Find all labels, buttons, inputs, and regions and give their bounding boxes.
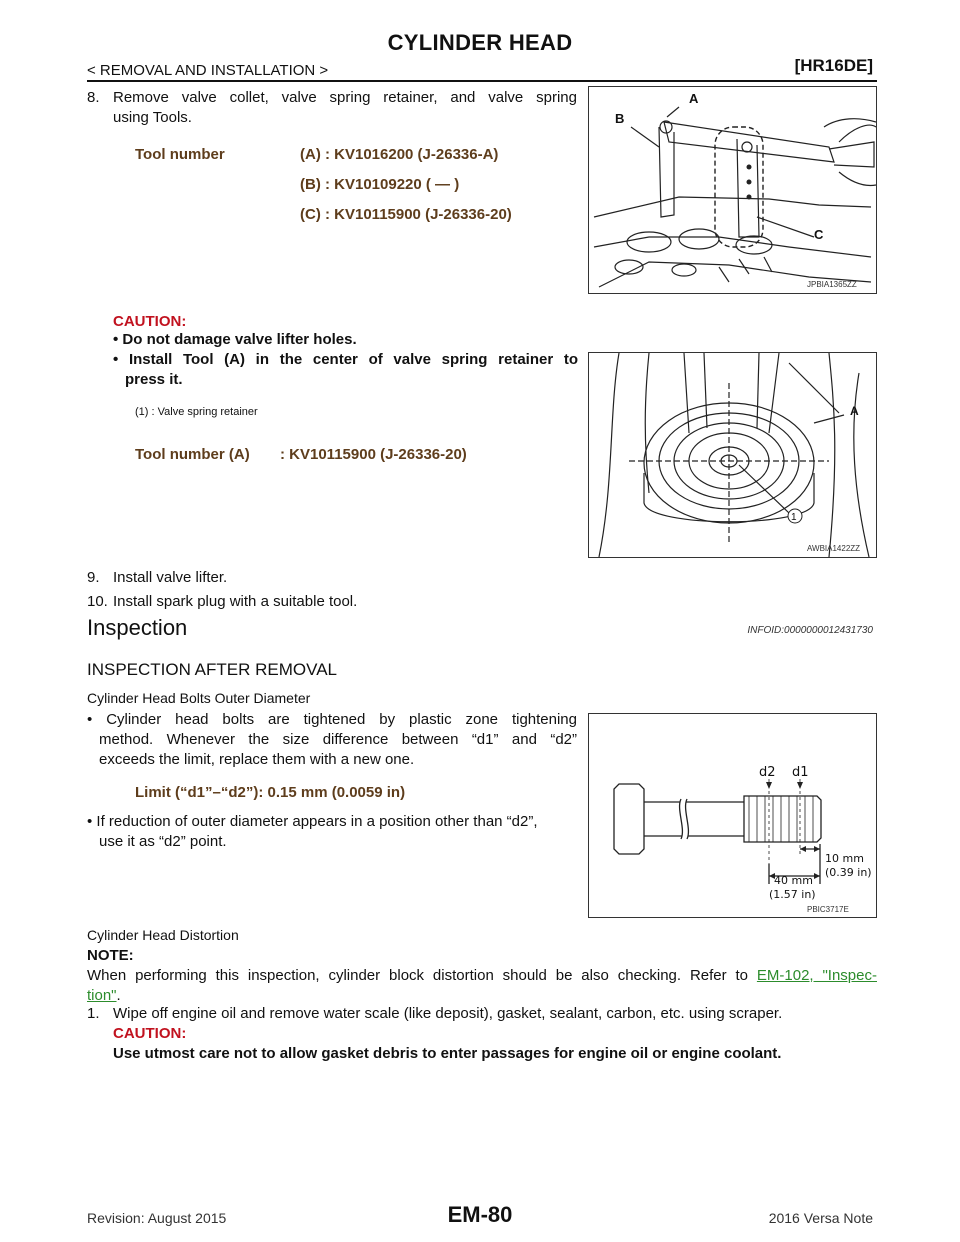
retainer-illustration	[589, 353, 876, 557]
page-number: EM-80	[447, 1202, 513, 1227]
fig-label-a: A	[689, 91, 699, 106]
page-title: CYLINDER HEAD	[387, 30, 573, 55]
fig-label-c: C	[814, 227, 824, 242]
engine-code: [HR16DE]	[794, 56, 873, 75]
tool-row: (B) : KV10109220 ( — )	[300, 176, 460, 193]
caution-block	[113, 313, 578, 390]
dim-10mm: 10 mm	[825, 852, 864, 865]
distortion-step-1: 1. Wipe off engine oil and remove water scale (like deposit), gasket, sealant, carbon, etc. using scraper. CAUTION: Use utmost care not to allow gasket debris to enter passages for engine oil or engine coolant.	[87, 1004, 887, 1064]
bolts-bullet-1: • Cylinder head bolts are tightened by plastic zone tightening method. Whenever the size difference between “d1” and “d2” exceeds the limit, replace them with a new one.	[87, 711, 577, 768]
caution-text: Use utmost care not to allow gasket debris to enter passages for engine oil or engine coolant.	[113, 1045, 782, 1062]
fig-label-b: B	[615, 111, 625, 126]
step-number: 8.	[87, 89, 100, 106]
tool-a-row: Tool number (A) : KV10115900 (J-26336-20)	[135, 446, 467, 463]
engine-tool-illustration	[589, 87, 876, 293]
fig-label-1: 1	[791, 512, 797, 523]
section-title: Inspection	[87, 615, 188, 640]
dim-157in: (1.57 in)	[769, 888, 816, 901]
bolts-bullet-2: • If reduction of outer diameter appears in a position other than “d2”, use it as “d2” point.	[87, 813, 538, 850]
bolts-heading: Cylinder Head Bolts Outer Diameter	[87, 690, 311, 706]
figure-code: PBIC3717E	[807, 905, 849, 914]
distortion-heading: Cylinder Head Distortion	[87, 927, 239, 943]
valve-spring-retainer-figure	[588, 352, 877, 558]
caution-label: CAUTION:	[113, 1025, 187, 1042]
label-d1: d1	[792, 765, 809, 780]
tool-list	[135, 140, 512, 230]
ref-link-em102-cont[interactable]: tion"	[87, 987, 117, 1004]
step-text-cont: using Tools.	[113, 109, 192, 126]
figure-code: AWBIA1422ZZ	[807, 544, 861, 553]
caution-item-cont: press it.	[125, 371, 183, 388]
model-name: 2016 Versa Note	[768, 1210, 873, 1226]
header-rule	[87, 80, 877, 82]
breadcrumb: < REMOVAL AND INSTALLATION >	[87, 62, 329, 79]
limit-spec: Limit (“d1”–“d2”): 0.15 mm (0.0059 in)	[135, 784, 406, 801]
figure-legend: (1) : Valve spring retainer	[135, 406, 258, 418]
caution-item: • Install Tool (A) in the center of valve spring retainer to	[113, 351, 579, 368]
caution-item: • Do not damage valve lifter holes.	[113, 331, 357, 348]
tool-row: Tool number (A) : KV1016200 (J-26336-A)	[135, 146, 499, 163]
caution-label: CAUTION:	[113, 313, 187, 330]
ref-link-em102[interactable]: EM-102, "Inspec-	[756, 967, 877, 984]
bolt-illustration	[589, 714, 876, 917]
bolt-diameter-figure	[588, 713, 877, 918]
step-text: Remove valve collet, valve spring retainer, and valve spring	[113, 89, 577, 106]
note-text: When performing this inspection, cylinder block distortion should be also checking. Refer to EM-102, "Inspec- tion".	[87, 967, 877, 1004]
valve-spring-compressor-figure	[588, 86, 877, 294]
step-8	[87, 88, 577, 128]
info-id: INFOID:0000000012431730	[747, 625, 873, 636]
sub-heading: INSPECTION AFTER REMOVAL	[87, 660, 338, 679]
figure-code: JPBIA1365ZZ	[807, 280, 857, 289]
tool-row: (C) : KV10115900 (J-26336-20)	[300, 206, 512, 223]
dim-039in: (0.39 in)	[825, 866, 872, 879]
note-label: NOTE:	[87, 947, 134, 964]
step-9: 9. Install valve lifter.	[87, 569, 228, 586]
step-10: 10. Install spark plug with a suitable tool.	[87, 593, 358, 610]
revision-date: Revision: August 2015	[87, 1210, 227, 1226]
label-d2: d2	[759, 765, 776, 780]
fig-label-a: A	[850, 404, 859, 418]
dim-40mm: 40 mm	[774, 874, 813, 887]
